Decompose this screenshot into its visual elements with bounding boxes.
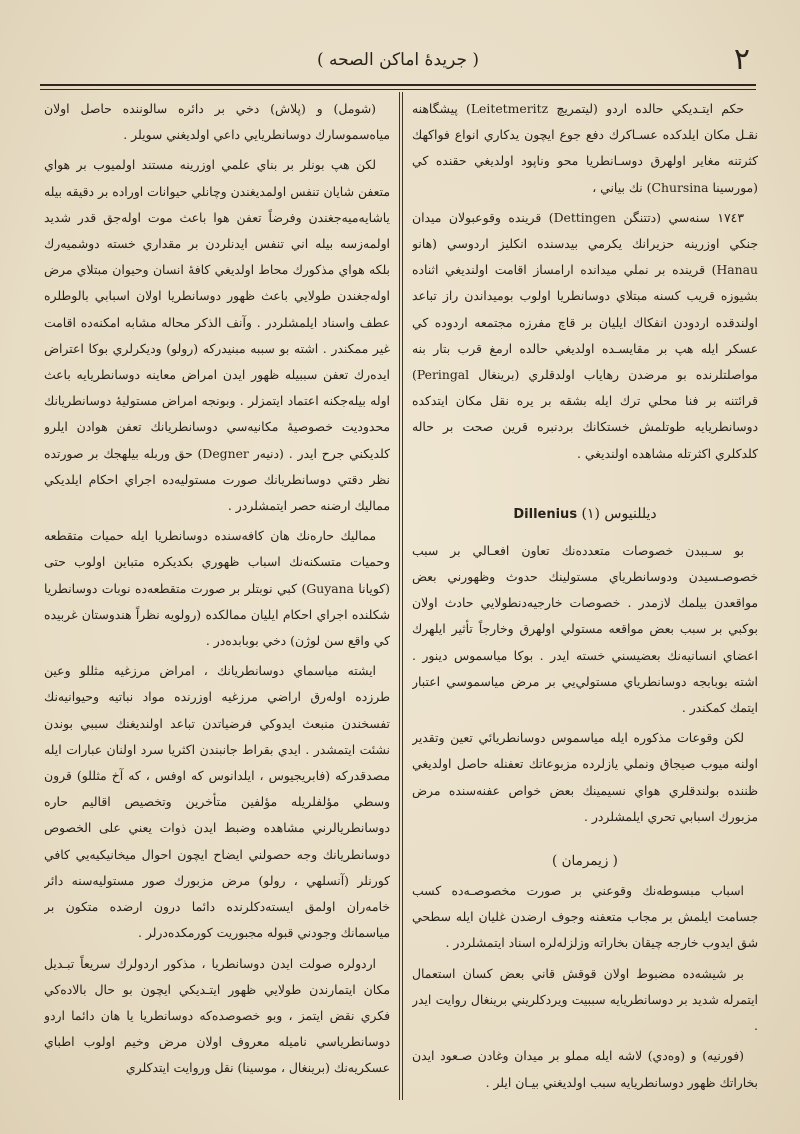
paragraph: ايشته مياسماي دوسانطريانك ، امراض مرزغيه مثللو وعين طرزده اوله‌رق اراضي مرزغيه اوزرنده مواد نباتيه وحيوانيه‌نك تفسخندن منبعث ايدوكي فرضياتدن تباعد اولنديغنك سببي بوندن نشئت ايتمشدر . ايدي بقراط جانبندن اكثريا سرد اولنان عبارات ايله مصدقدركه (فابريجيوس ، ايلدانوس كه اوفس ، كه آخ مثللو) قرون وسطي مؤلفلريله مؤلفين متأخرين وتخصيص اقاليم حاره دوسانطريالرني مشاهده وضبط ايدن ذوات يعني على الخصوص دوسانطريانك وجه حصولني ايضاح ايچون احوال ميخانيكيه‌يي كافي كورنلر (آنسلهي ، رولو) مرض مزبورك صور مستوليه‌سنه دائر خامه‌ران اولمق ايسته‌دكلرنده دائما درون ارضده متكون بر مياسمانك وجودني قبوله مجبوريت كورمكده‌درلر . (44, 663, 390, 941)
paragraph: حكم ايتـديكي حالده اردو (ليتمريچ Leitetmeritz) پيشگاهنه نقـل مكان ايلدكده عسـاكرك دفع جوع ايچون يدكاري انواع فواكهك كثرتنه مغاير اولهرق دوسـانطريا محو وناپود اولديغي حقنده كي (مورسينا Chursina) نك بياني ، (412, 101, 758, 195)
paragraph: (شومل) و (پلاش) دخي بر دائره سالوننده حاصل اولان مياه‌سموسارك دوسانطريايي داعي اولديغني سويلر . (44, 101, 390, 143)
paragraph: بو سـببدن خصوصات متعدده‌نك تعاون افعـالي بر سبب خصوصـسيدن ودوسانطرياي مستولينك حدوث وظهورني بعض مواقعدن بيلمك لازمدر . خصوصات خارجيه‌دنطولايي حادث اولان بوكبي بر سبب بعض مواقعه مستولي اولهرق وخارجاً تأثير ايلهرك اعضاي انسانيه‌نك بعضيسني خسته ايدر . بوكا مياسموس دينور . اشته بوبابجه دوسانطرياي مستولي‌يي بر مرض مياسموسي اعتبار ايتمك كمكندر . (412, 542, 758, 716)
heading-turkish: ديللنيوس (١) (581, 505, 657, 522)
paragraph: اسباب مبسوطه‌نك وقوعني بر صورت مخصوصـه‌ده كسب جسامت ايلمش بر مجاب متعفنه وجوف ارضدن غليان ايله سطحي شق ايدوب خارجه چيقان بخاراته وزلزله‌لره اسناد ايتمشلردر . (412, 883, 758, 951)
paragraph: لكن وقوعات مذكوره ايله مياسموس دوسانطريائي تعين وتقدير اولنه ميوب صيجاق ونملي يازلرده مزبوعاتك تعفنله حاصل اولديغي ظننده بولندقلري هواي نسيمينك بعض خواص عفنه‌سنده مرض مزبورك اسبابي تحري ايلمشلردر . (412, 730, 758, 824)
right-column (412, 96, 758, 1096)
page-header (40, 40, 756, 84)
section-heading-dillenius (412, 501, 758, 528)
left-column (44, 96, 390, 1096)
paragraph: لكن هپ بونلر بر بناي علمي اوزرينه مستند اولميوب بر هواي متعفن شايان تنفس اولمديغندن وچانلي حيوانات اوراده بر دقيقه بيله ياشايه‌ميه‌جغندن وفرضاً تعفن هوا باعث موت اوله‌جق قدر شديد اولمه‌زسه بيله اني تنفس ايدنلردن بر مقداري خسته دوشميه‌رك بلكه هواي مذكورك محاط اولديغي كافهٔ انسان وحيوان مبتلاي مرض اوله‌جغندن طولايي باعث ظهور دوسانطريا اولان اسبابي بالوطلره عطف واسناد ايلمشلردر . وآنف الذكر محاله مشابه امكنه‌ده اقامت غير ممكندر . اشته بو سببه مبنيدركه (رولو) وديكرلري بوكا اعتراض ايده‌رك تعفن سببيله ظهور ايدن امراض معاينه دوسانطريايه باعث اوله بيله‌جكنه اعتماد ايتمزلر . وبونجه امراض مستوليهٔ دوسانطريانك محدوديت خصوصيهٔ مكانيه‌سي دوسانطريانك تعفن هوادن ايلرو كلديكني جرح ايدر . (دنيه‌ر Degner) حق وربله بيلهجك بر صورتده نظر دقتي دوسانطريانك صورت مستوليه‌ده اجراي احكام ايلديكي مماليك ارضنه حصر ايتمشلردر . (44, 157, 390, 514)
header-rule (40, 84, 756, 86)
running-title: ( جريدهٔ اماكن الصحه ) (316, 50, 480, 70)
paragraph: اردولره صولت ايدن دوسانطريا ، مذكور اردولرك سريعاً تبـديل مكان ايتمارندن طولايي ظهور ايتـديكي ايچون بو حال بالاده‌كي فكري نقض ايتمز ، وبو خصوصده‌كه دوسانطريا يا هان دائما اردو دوسانطرياسي ناميله معروف اولان مرض وخيم اولوب اطباي عسكريه‌نك (برينغال ، موسينا) نقل وروايت ايتدكلري (44, 955, 390, 1076)
column-divider-inner (402, 92, 403, 1100)
paragraph: ١٧٤٣ سنه‌سي (دتتنگن Dettingen) قرينده وقوعبولان ميدان جنكي اوزرينه حزيرانك يكرمي بيدسنده انكليز اردوسي (هانو Hanau) قرينده بر نملي ميدانده ارامساز اقامت اولنديغي اثناده بشيوزه قريب كسنه مبتلاي دوسانطريا اولوب بوميداندن راز تباعد اولندقده اردودن انفكاك ايليان بر قاچ مفرزه مجتمعه اردوده كي عسكر ايله هپ بر مقايسـده اولديغي حالده ارمغ قرب‌ بتار بنه مواصلتلرنده بو مرضدن رهاياب اولدقلري (برينغال Peringal) قرائتنه بر فنا محلي ترك ايله بشقه بر يره نقل مكان ايتدكده دوسانطريايه طوتلمش خستكانك بردنبره قرين صحت بر حاله كلدكلري اكثرتله مشاهده اولنديغي . (412, 209, 758, 461)
column-divider (399, 92, 400, 1100)
section-heading-zimmermann: ( زيمرمان ) (552, 853, 618, 870)
page-number: ٢ (733, 42, 750, 77)
header-rule-thin (40, 89, 756, 90)
paragraph: مماليك حاره‌نك هان كافه‌سنده دوسانطريا ايله حميات متقطعه وحميات متسكنه‌نك اسباب ظهوري بكديكره متباين اولوب حتى (كويانا Guyana) كبي نوبتلر بر صورت متقطعه‌ده نوبات دوسانطريا شكلنده اجراي احكام ايليان ممالكده (رولويه نظراً هندوستان غربيده كي واقع سن لوژن) دخي بوبابده‌در . (44, 528, 390, 649)
paragraph: (فورنيه) و (وه‌دي) لاشه ايله مملو بر ميدان وغادن صـعود ايدن بخاراتك ظهور دوسانطريايه سبب اولديغني بيـان ايلر . (412, 1048, 758, 1090)
heading-latin: Dillenius (513, 506, 578, 522)
paragraph: بر شيشه‌ده مضبوط اولان قوقش قاني بعض كسان استعمال ايتمرله شديد بر دوسانطريايه سببيت ويردكلريني برينغال روايت ايدر . (412, 965, 758, 1034)
